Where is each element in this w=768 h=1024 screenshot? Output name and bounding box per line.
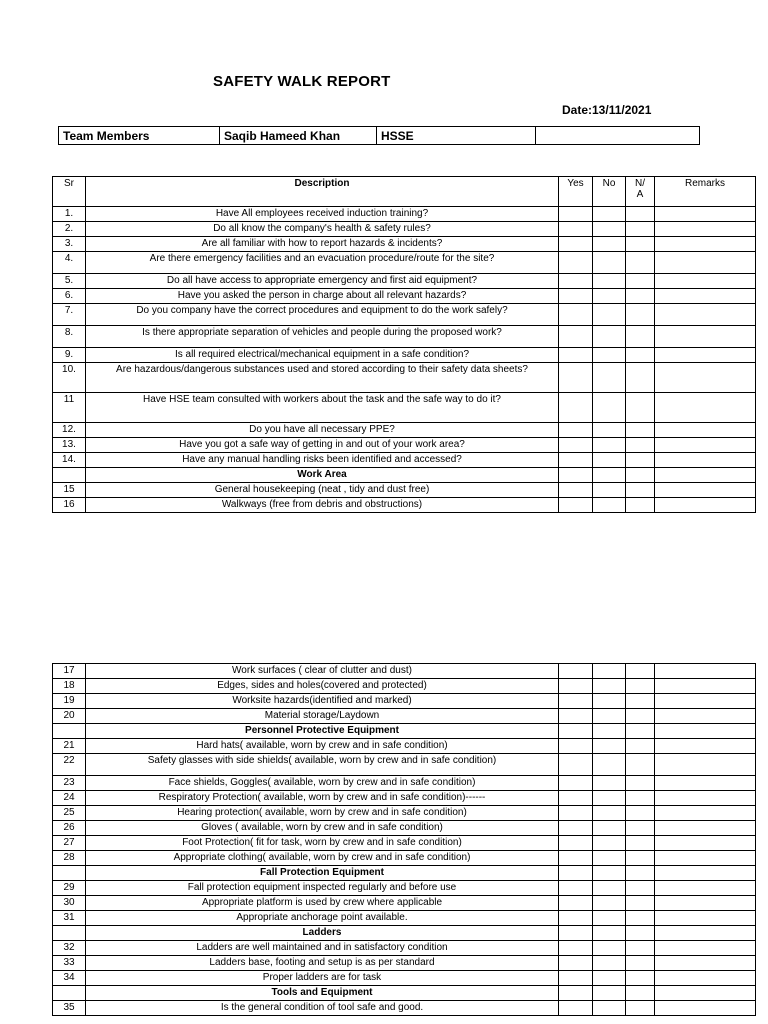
section-title: Personnel Protective Equipment [86,724,559,739]
row-description: Do you company have the correct procedures and equipment to do the work safely? [86,304,559,326]
yes-cell [559,791,593,806]
checklist-row [53,754,756,776]
remarks-cell [655,694,756,709]
team-member-name: Saqib Hameed Khan [220,127,377,145]
row-description: Work surfaces ( clear of clutter and dust) [86,664,559,679]
row-description: Do all have access to appropriate emergency and first aid equipment? [86,274,559,289]
checklist-row [53,776,756,791]
row-number: 6. [53,289,86,304]
remarks-cell [655,956,756,971]
remarks-cell [655,1001,756,1016]
no-cell [593,237,626,252]
yes-cell [559,289,593,304]
no-cell [593,664,626,679]
remarks-cell [655,438,756,453]
checklist-row [53,694,756,709]
row-description: Have All employees received induction training? [86,207,559,222]
row-description: Proper ladders are for task [86,971,559,986]
row-number [53,986,86,1001]
no-cell [593,971,626,986]
remarks-cell [655,348,756,363]
remarks-cell [655,941,756,956]
yes-cell [559,956,593,971]
yes-cell [559,881,593,896]
row-description: Fall protection equipment inspected regularly and before use [86,881,559,896]
no-cell [593,304,626,326]
no-cell [593,483,626,498]
yes-cell [559,274,593,289]
na-cell [626,971,655,986]
no-cell [593,836,626,851]
row-number: 27 [53,836,86,851]
row-number: 25 [53,806,86,821]
na-cell [626,709,655,724]
yes-cell [559,483,593,498]
row-number: 12. [53,423,86,438]
row-number: 28 [53,851,86,866]
row-description: Ladders base, footing and setup is as per standard [86,956,559,971]
yes-cell [559,222,593,237]
checklist-row [53,709,756,724]
checklist-row [53,664,756,679]
remarks-cell [655,821,756,836]
remarks-cell [655,836,756,851]
na-cell [626,821,655,836]
row-description: Do all know the company's health & safety rules? [86,222,559,237]
team-extra-cell [536,127,700,145]
no-cell [593,363,626,393]
remarks-cell [655,754,756,776]
checklist-row [53,207,756,222]
checklist-row [53,1001,756,1016]
row-number: 14. [53,453,86,468]
yes-cell [559,393,593,423]
no-cell [593,207,626,222]
na-cell [626,776,655,791]
row-description: Have any manual handling risks been identified and accessed? [86,453,559,468]
no-cell [593,926,626,941]
row-number: 20 [53,709,86,724]
no-cell [593,498,626,513]
row-description: Is the general condition of tool safe and good. [86,1001,559,1016]
remarks-cell [655,679,756,694]
no-cell [593,1001,626,1016]
remarks-cell [655,304,756,326]
remarks-cell [655,483,756,498]
no-cell [593,679,626,694]
row-number: 32 [53,941,86,956]
row-number: 35 [53,1001,86,1016]
report-date: Date:13/11/2021 [562,103,652,117]
row-description: Worksite hazards(identified and marked) [86,694,559,709]
no-cell [593,252,626,274]
no-cell [593,393,626,423]
checklist-row [53,289,756,304]
na-cell [626,791,655,806]
remarks-cell [655,986,756,1001]
yes-cell [559,754,593,776]
yes-cell [559,986,593,1001]
no-cell [593,724,626,739]
remarks-cell [655,453,756,468]
row-description: Have you asked the person in charge about all relevant hazards? [86,289,559,304]
row-number: 2. [53,222,86,237]
yes-cell [559,468,593,483]
remarks-cell [655,851,756,866]
checklist-row [53,896,756,911]
checklist-row [53,363,756,393]
no-cell [593,709,626,724]
checklist-row [53,739,756,754]
row-number: 31 [53,911,86,926]
row-number: 21 [53,739,86,754]
remarks-cell [655,724,756,739]
row-number: 30 [53,896,86,911]
checklist-row [53,911,756,926]
yes-cell [559,664,593,679]
checklist-row [53,679,756,694]
remarks-cell [655,806,756,821]
yes-cell [559,423,593,438]
na-cell [626,806,655,821]
section-title: Fall Protection Equipment [86,866,559,881]
yes-cell [559,207,593,222]
row-number: 7. [53,304,86,326]
checklist-row [53,348,756,363]
remarks-cell [655,498,756,513]
no-cell [593,806,626,821]
no-cell [593,791,626,806]
checklist-row [53,881,756,896]
checklist-row [53,836,756,851]
na-cell [626,393,655,423]
yes-cell [559,851,593,866]
na-cell [626,851,655,866]
row-number: 19 [53,694,86,709]
row-description: Appropriate anchorage point available. [86,911,559,926]
yes-cell [559,363,593,393]
remarks-cell [655,207,756,222]
remarks-cell [655,326,756,348]
yes-cell [559,498,593,513]
row-number: 8. [53,326,86,348]
yes-cell [559,896,593,911]
no-cell [593,776,626,791]
row-number: 13. [53,438,86,453]
no-cell [593,881,626,896]
row-number: 4. [53,252,86,274]
remarks-cell [655,468,756,483]
checklist-row [53,237,756,252]
row-number: 29 [53,881,86,896]
row-number: 10. [53,363,86,393]
na-cell [626,453,655,468]
na-cell [626,468,655,483]
yes-cell [559,304,593,326]
row-description: Walkways (free from debris and obstructions) [86,498,559,513]
checklist-table-1 [52,176,756,513]
header-sr: Sr [53,177,86,207]
row-description: Have you got a safe way of getting in and out of your work area? [86,438,559,453]
remarks-cell [655,252,756,274]
na-cell [626,926,655,941]
remarks-cell [655,926,756,941]
remarks-cell [655,393,756,423]
header-no: No [593,177,626,207]
row-description: Have HSE team consulted with workers about the task and the safe way to do it? [86,393,559,423]
row-number: 17 [53,664,86,679]
row-description: Foot Protection( fit for task, worn by crew and in safe condition) [86,836,559,851]
no-cell [593,468,626,483]
row-number: 18 [53,679,86,694]
no-cell [593,453,626,468]
row-number: 24 [53,791,86,806]
remarks-cell [655,709,756,724]
yes-cell [559,821,593,836]
no-cell [593,956,626,971]
row-number: 15 [53,483,86,498]
remarks-cell [655,881,756,896]
yes-cell [559,709,593,724]
yes-cell [559,252,593,274]
team-department: HSSE [377,127,536,145]
row-number [53,926,86,941]
remarks-cell [655,776,756,791]
row-description: Safety glasses with side shields( available, worn by crew and in safe condition) [86,754,559,776]
yes-cell [559,776,593,791]
row-number: 11 [53,393,86,423]
na-cell [626,326,655,348]
section-header-row [53,724,756,739]
na-cell [626,739,655,754]
row-description: Edges, sides and holes(covered and protected) [86,679,559,694]
row-description: General housekeeping (neat , tidy and dust free) [86,483,559,498]
team-members-row [58,126,700,145]
yes-cell [559,971,593,986]
checklist-row [53,821,756,836]
yes-cell [559,739,593,754]
no-cell [593,348,626,363]
header-yes: Yes [559,177,593,207]
checklist-row [53,956,756,971]
remarks-cell [655,664,756,679]
table-header-row [53,177,756,207]
checklist-row [53,252,756,274]
na-cell [626,363,655,393]
row-description: Are there emergency facilities and an evacuation procedure/route for the site? [86,252,559,274]
na-cell [626,252,655,274]
yes-cell [559,724,593,739]
yes-cell [559,866,593,881]
row-description: Appropriate clothing( available, worn by crew and in safe condition) [86,851,559,866]
yes-cell [559,348,593,363]
row-description: Respiratory Protection( available, worn by crew and in safe condition)------ [86,791,559,806]
remarks-cell [655,896,756,911]
yes-cell [559,836,593,851]
na-cell [626,866,655,881]
checklist-row [53,791,756,806]
no-cell [593,326,626,348]
header-remarks: Remarks [655,177,756,207]
row-number: 23 [53,776,86,791]
remarks-cell [655,866,756,881]
na-cell [626,423,655,438]
na-cell [626,941,655,956]
remarks-cell [655,222,756,237]
checklist-row [53,326,756,348]
section-title: Work Area [86,468,559,483]
yes-cell [559,679,593,694]
row-number [53,724,86,739]
checklist-table-2 [52,663,756,1016]
no-cell [593,289,626,304]
no-cell [593,222,626,237]
remarks-cell [655,363,756,393]
row-number [53,468,86,483]
row-number: 22 [53,754,86,776]
no-cell [593,754,626,776]
remarks-cell [655,791,756,806]
checklist-row [53,304,756,326]
row-description: Material storage/Laydown [86,709,559,724]
na-cell [626,881,655,896]
na-cell [626,694,655,709]
na-cell [626,754,655,776]
row-description: Hearing protection( available, worn by crew and in safe condition) [86,806,559,821]
row-description: Are hazardous/dangerous substances used and stored according to their safety data sheets? [86,363,559,393]
checklist-row [53,274,756,289]
no-cell [593,941,626,956]
row-number: 5. [53,274,86,289]
no-cell [593,896,626,911]
yes-cell [559,438,593,453]
no-cell [593,438,626,453]
na-cell [626,836,655,851]
row-number: 1. [53,207,86,222]
row-description: Is all required electrical/mechanical equipment in a safe condition? [86,348,559,363]
checklist-row [53,971,756,986]
na-cell [626,483,655,498]
yes-cell [559,237,593,252]
na-cell [626,498,655,513]
row-number [53,866,86,881]
na-cell [626,664,655,679]
checklist-row [53,806,756,821]
yes-cell [559,694,593,709]
yes-cell [559,806,593,821]
na-cell [626,896,655,911]
no-cell [593,274,626,289]
na-cell [626,289,655,304]
na-cell [626,438,655,453]
checklist-row [53,222,756,237]
row-description: Do you have all necessary PPE? [86,423,559,438]
yes-cell [559,911,593,926]
row-number: 26 [53,821,86,836]
header-description: Description [86,177,559,207]
na-cell [626,304,655,326]
na-cell [626,911,655,926]
yes-cell [559,1001,593,1016]
na-cell [626,956,655,971]
report-title: SAFETY WALK REPORT [213,73,391,90]
checklist-row [53,483,756,498]
no-cell [593,821,626,836]
row-description: Ladders are well maintained and in satisfactory condition [86,941,559,956]
row-description: Face shields, Goggles( available, worn by crew and in safe condition) [86,776,559,791]
no-cell [593,911,626,926]
remarks-cell [655,911,756,926]
na-cell [626,724,655,739]
yes-cell [559,453,593,468]
checklist-row [53,423,756,438]
row-description: Hard hats( available, worn by crew and in safe condition) [86,739,559,754]
row-number: 33 [53,956,86,971]
checklist-row [53,393,756,423]
remarks-cell [655,971,756,986]
row-description: Is there appropriate separation of vehicles and people during the proposed work? [86,326,559,348]
row-description: Are all familiar with how to report hazards & incidents? [86,237,559,252]
na-cell [626,274,655,289]
header-na: N/ A [626,177,655,207]
no-cell [593,851,626,866]
section-header-row [53,468,756,483]
na-cell [626,1001,655,1016]
remarks-cell [655,237,756,252]
section-title: Ladders [86,926,559,941]
yes-cell [559,926,593,941]
checklist-row [53,941,756,956]
yes-cell [559,941,593,956]
na-cell [626,679,655,694]
checklist-row [53,851,756,866]
section-title: Tools and Equipment [86,986,559,1001]
section-header-row [53,986,756,1001]
row-number: 9. [53,348,86,363]
no-cell [593,986,626,1001]
remarks-cell [655,423,756,438]
remarks-cell [655,739,756,754]
checklist-row [53,453,756,468]
no-cell [593,423,626,438]
row-description: Gloves ( available, worn by crew and in safe condition) [86,821,559,836]
section-header-row [53,866,756,881]
na-cell [626,237,655,252]
row-description: Appropriate platform is used by crew where applicable [86,896,559,911]
remarks-cell [655,274,756,289]
na-cell [626,986,655,1001]
checklist-row [53,438,756,453]
checklist-row [53,498,756,513]
na-cell [626,348,655,363]
row-number: 34 [53,971,86,986]
row-number: 3. [53,237,86,252]
na-cell [626,207,655,222]
no-cell [593,694,626,709]
row-number: 16 [53,498,86,513]
no-cell [593,866,626,881]
na-cell [626,222,655,237]
team-members-label: Team Members [59,127,220,145]
no-cell [593,739,626,754]
remarks-cell [655,289,756,304]
yes-cell [559,326,593,348]
section-header-row [53,926,756,941]
